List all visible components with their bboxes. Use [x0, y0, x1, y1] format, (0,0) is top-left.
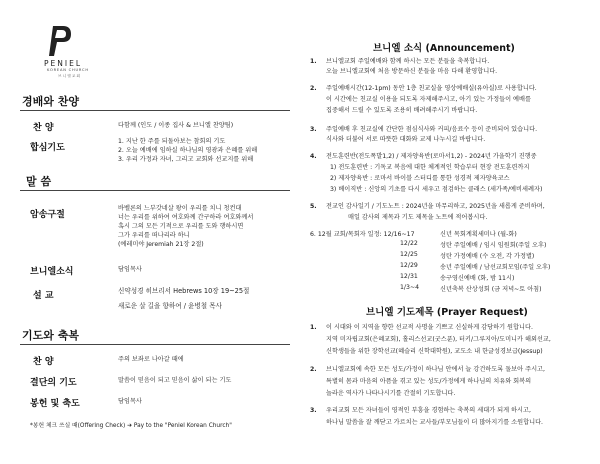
item-number: 1.: [310, 324, 317, 331]
schedule-desc: 성탄 가정예배 (수 오전, 각 가정별): [440, 253, 535, 260]
church-logo: [46, 24, 72, 58]
item-line: 매일 감사의 제목과 기도 제목을 노트에 적어봅시다.: [348, 214, 488, 221]
item-line: 주일예배시간(12-1pm) 동안 1층 친교실을 영상예배실(유아실)로 사용합니다.: [326, 85, 537, 92]
church-news-label: 브니엘소식: [30, 267, 74, 277]
item-number: 1.: [310, 58, 317, 65]
verse-line: 그가 우리를 떠나리라 하니: [118, 232, 190, 239]
item-number: 4.: [310, 153, 317, 160]
hymn-label: 찬 양: [33, 123, 54, 133]
item-line: 특별히 몸과 마음의 아픔을 겪고 있는 성도/가정에게 하나님의 치유와 회복의: [326, 378, 532, 385]
verse-line: 혹시 그의 모든 기적으로 우리를 도와 행하시면: [118, 223, 244, 230]
item-number: 2.: [310, 85, 317, 92]
item-line: 주일예배 후 친교실에 간단한 점심식사와 커피/음료수 등이 준비되어 있습니다.: [326, 126, 538, 133]
item-number: 5.: [310, 203, 317, 210]
section-title-worship: 경배와 찬양: [22, 95, 79, 108]
decision-prayer-value: 말씀이 믿음이 되고 믿음이 삶이 되는 기도: [118, 377, 232, 384]
logo-subtitle: KOREAN CHURCH: [47, 68, 89, 72]
item-line: 전도훈련반(전도폭발1,2) / 제자양육반(로마서1,2) - 2024년 가을학기 진행중: [326, 153, 537, 160]
schedule-desc: 성탄 주일예배 / 임시 임원회(주일 오후): [440, 242, 547, 249]
schedule-date: 12/29: [400, 262, 418, 269]
hymn-value: 다함께 (인도 / 이종 집사 & 브니엘 찬양팀): [118, 122, 234, 129]
item-line: 2) 제자양육반 : 로마서 바이블 스터디를 통한 성경적 제자양육코스: [330, 175, 510, 182]
offering-check-note: *봉헌 체크 쓰실 때(Offering Check) ➔ Pay to the "Peniel Korean Church": [30, 423, 232, 429]
divider: [20, 110, 290, 111]
memory-verse-label: 암송구절: [30, 210, 65, 220]
schedule-date: 12/31: [400, 273, 418, 280]
closing-hymn-value: 주의 보좌로 나아갈 때에: [118, 356, 184, 363]
item-line: 집중해서 드릴 수 있도록 조용히 배려해주시기 바랍니다.: [326, 107, 478, 114]
schedule-desc: 송구영신예배 (화, 밤 11시): [440, 275, 515, 282]
prayer-request-title: 브니엘 기도제목 (Prayer Request): [366, 307, 528, 318]
verse-line: 너는 우리를 위하여 여호와께 간구하라 여호와께서: [118, 214, 254, 221]
item-line: 식사와 더불어 서로 따뜻한 대화와 교제 나누시길 바랍니다.: [326, 136, 486, 143]
item-line: 전교인 감사일기 / 기도노트 : 2024년을 마무리하고, 2025년을 새롭게 준비하며,: [326, 203, 545, 210]
section-title-response: 기도와 축복: [22, 329, 79, 342]
item-line: 우리교회 모든 자녀들이 영적인 부흥을 경험하는 축복의 세대가 되게 하시고,: [326, 407, 531, 414]
prayer-line: 2. 오늘 예배에 임하실 하나님의 영광과 은혜를 위해: [118, 147, 258, 154]
schedule-date: 12/25: [400, 251, 418, 258]
item-number: 3.: [310, 126, 317, 133]
verse-line: 바벨론의 느부갓네살 왕이 우리를 치니 청컨대: [118, 205, 242, 212]
item-line: 브니엘교회 주일예배와 함께 하시는 모든 분들을 축복합니다.: [326, 58, 490, 65]
item-line: 3) 베이직반 : 신앙의 기초를 다시 세우고 점검하는 클래스 (세가족/예비세례자): [330, 186, 543, 193]
prayer-label: 합심기도: [30, 143, 65, 153]
schedule-desc: 신년 목회계획세미나 (월-화): [440, 231, 517, 238]
item-line: 하나님 말씀을 잘 깨닫고 가르치는 교사들/부모님들이 더 많아지기를 소원합니다.: [326, 419, 544, 426]
section-title-word: 말 씀: [26, 175, 52, 188]
offering-label: 봉헌 및 축도: [30, 399, 80, 409]
offering-value: 담임목사: [118, 398, 142, 405]
announcement-title: 브니엘 소식 (Announcement): [373, 43, 515, 54]
church-news-value: 담임목사: [118, 266, 142, 273]
divider: [20, 344, 290, 345]
closing-hymn-label: 찬 양: [33, 357, 54, 367]
sermon-label: 설 교: [33, 291, 54, 301]
announcements-panel: [300, 0, 600, 464]
schedule-desc: 신년축복 산상성회 (금 저녁~토 아침): [440, 286, 542, 293]
sermon-title: 새로운 살 길을 향하여 / 윤병철 목사: [118, 302, 222, 310]
schedule-desc: 송년 주일예배 / 남선교회모임(주일 오후): [440, 264, 551, 271]
sermon-scripture: 신약성경 히브리서 Hebrews 10장 19~25절: [118, 287, 250, 295]
item-number: 3.: [310, 407, 317, 414]
verse-reference: (예레미야 Jeremiah 21장 2절): [118, 241, 204, 248]
item-line: 놀라운 역사가 나타나시기를 간절히 기도합니다.: [326, 390, 456, 397]
item-number: 2.: [310, 366, 317, 373]
item-line: 신학생들을 위한 장학선교(혜슬리 신학대학원), 교도소 내 한글성경보급(Jessup): [326, 348, 543, 355]
schedule-date: 12/22: [400, 240, 418, 247]
item-line: 이 시간에는 친교실 이용을 되도록 자제해주시고, 아기 있는 가정들이 예배를: [326, 96, 531, 103]
item-line: 브니엘교회에 속한 모든 성도/가정이 하나님 안에서 늘 강건하도록 돌보아 주시고,: [326, 366, 545, 373]
prayer-line: 1. 지난 한 주를 되돌아보는 참회의 기도: [118, 138, 226, 145]
item-line: 1) 전도훈련반 : 기독교 복음에 대한 체계적인 학습부터 현장 전도훈련까지: [330, 164, 530, 171]
item-line: 지역 미자립교회(은혜교회), 홀리스선교(굿스푼), 터키/그루지아/도미니카 해외선교,: [326, 336, 551, 343]
prayer-line: 3. 우리 가정과 자녀, 그리고 교회와 선교지를 위해: [118, 156, 254, 163]
divider: [20, 190, 290, 191]
logo-name: PENIEL: [44, 59, 83, 68]
item-line: 오늘 브니엘교회에 처음 방문하신 분들을 마음 다해 환영합니다.: [326, 68, 498, 75]
schedule-intro: 6. 12월 교회/목회자 일정: 12/16~17: [310, 231, 415, 238]
schedule-date: 1/3~4: [400, 284, 420, 291]
decision-prayer-label: 결단의 기도: [30, 378, 77, 388]
logo-korean-name: 브 니 엘 교 회: [58, 74, 80, 78]
item-line: 이 시대와 이 지역을 향한 선교적 사명을 기쁘고 신실하게 감당하기 원합니다.: [326, 324, 533, 331]
